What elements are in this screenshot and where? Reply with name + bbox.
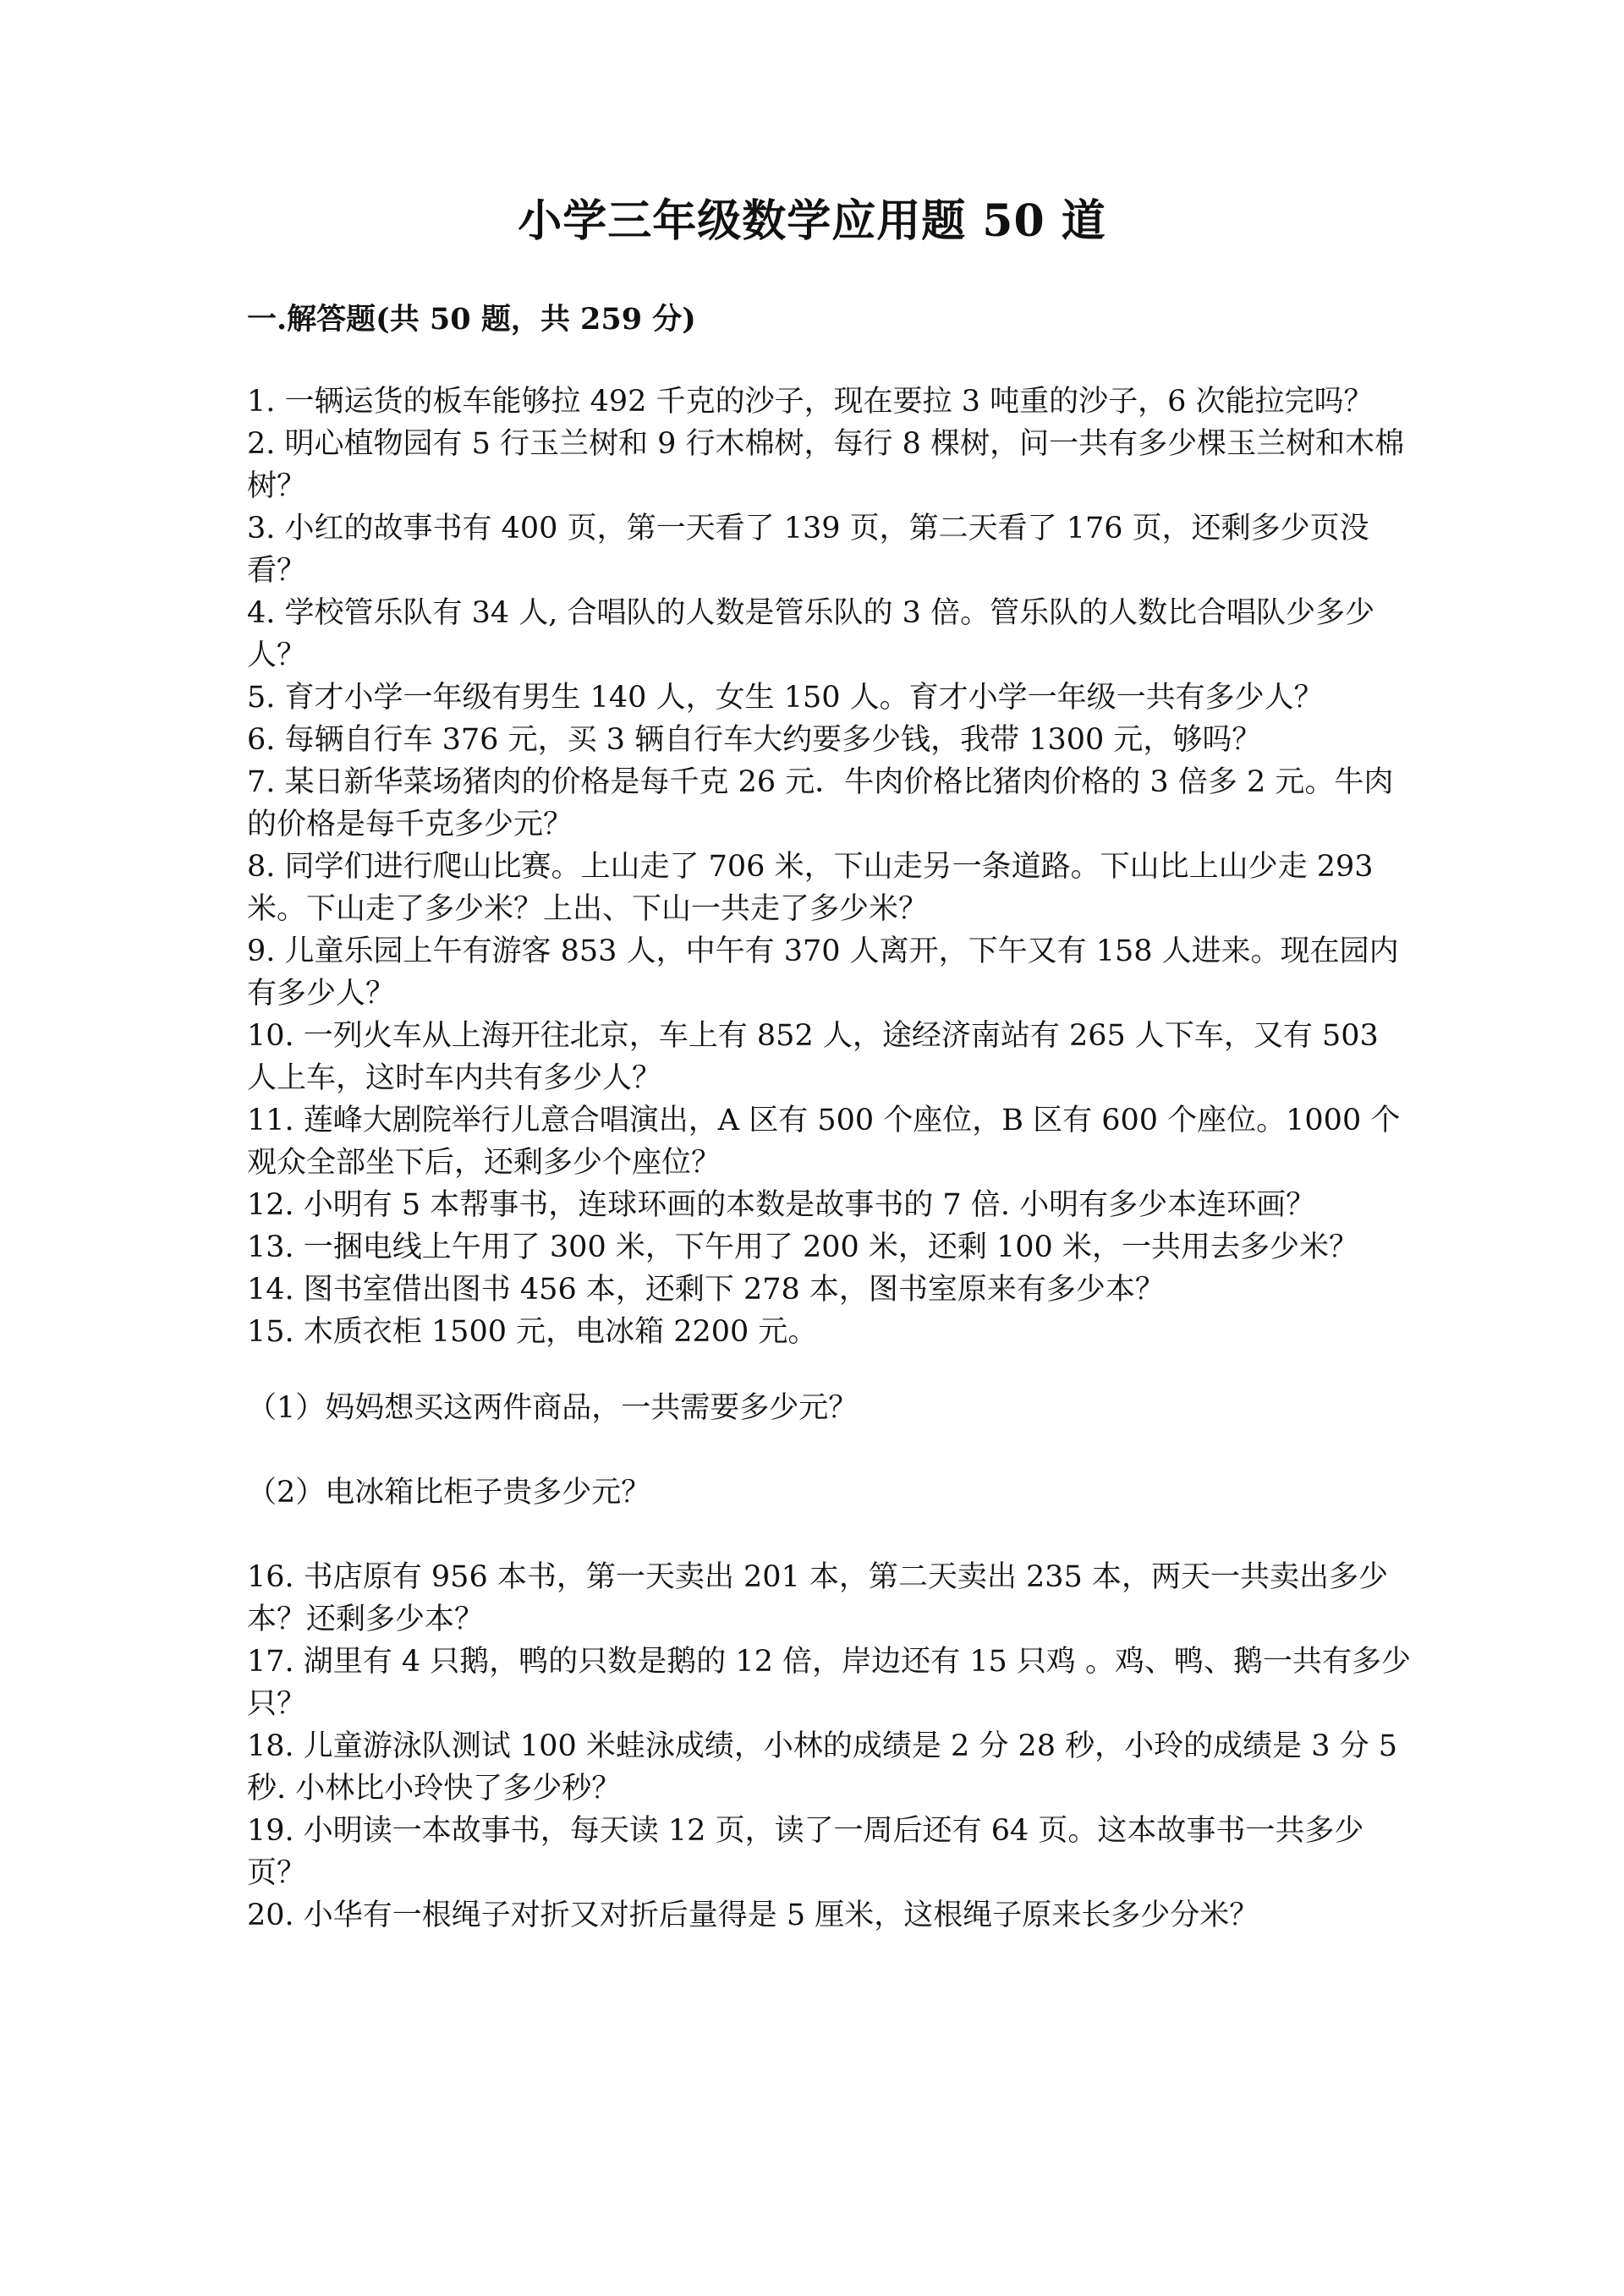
section-heading: 一.解答题(共 50 题，共 259 分) [247, 302, 696, 337]
sub-question: （1）妈妈想买这两件商品，一共需要多少元？ [247, 1391, 859, 1425]
question-item: 9. 儿童乐园上午有游客 853 人，中午有 370 人离开，下午又有 158 人进来。现在园内有多少人？ [247, 934, 1399, 1011]
question-item: 11. 莲峰大剧院举行儿意合唱演出，A 区有 500 个座位，B 区有 600 个座位。1000 个观众全部坐下后，还剩多少个座位？ [247, 1104, 1401, 1180]
question-item: 8. 同学们进行爬山比赛。上山走了 706 米，下山走另一条道路。下山比上山少走 293 米。下山走了多少米？上出、下山一共走了多少米？ [247, 850, 1374, 926]
question-item: 10. 一列火车从上海开往北京，车上有 852 人，途经济南站有 265 人下车，又有 503 人上车，这时车内共有多少人？ [247, 1019, 1379, 1095]
question-item: 7. 某日新华菜场猪肉的价格是每千克 26 元．牛肉价格比猪肉价格的 3 倍多 2 元。牛肉的价格是每千克多少元？ [247, 765, 1394, 841]
question-item: 2. 明心植物园有 5 行玉兰树和 9 行木棉树，每行 8 棵树，问一共有多少棵玉兰树和木棉树？ [247, 427, 1405, 503]
question-item: 6. 每辆自行车 376 元，买 3 辆自行车大约要多少钱，我带 1300 元，够吗？ [247, 723, 1262, 757]
question-item: 15. 木质衣柜 1500 元，电冰箱 2200 元。 [247, 1315, 818, 1349]
question-item: 12. 小明有 5 本帮事书，连球环画的本数是故事书的 7 倍. 小明有多少本连环画？ [247, 1188, 1316, 1222]
sub-question: （2）电冰箱比柜子贵多少元？ [247, 1476, 651, 1510]
page-title: 小学三年级数学应用题 50 道 [518, 195, 1106, 247]
question-item: 1. 一辆运货的板车能够拉 492 千克的沙子，现在要拉 3 吨重的沙子，6 次能拉完吗？ [247, 385, 1374, 419]
question-item: 16. 书店原有 956 本书，第一天卖出 201 本，第二天卖出 235 本，两天一共卖出多少本？还剩多少本？ [247, 1560, 1388, 1636]
question-item: 18. 儿童游泳队测试 100 米蛙泳成绩，小林的成绩是 2 分 28 秒，小玲的成绩是 3 分 5 秒. 小林比小玲快了多少秒？ [247, 1729, 1398, 1806]
question-item: 13. 一捆电线上午用了 300 米，下午用了 200 米，还剩 100 米，一共用去多少米？ [247, 1230, 1358, 1264]
question-item: 19. 小明读一本故事书，每天读 12 页，读了一周后还有 64 页。这本故事书一共多少页？ [247, 1814, 1364, 1890]
question-list [247, 381, 1414, 1937]
question-item: 4. 学校管乐队有 34 人, 合唱队的人数是管乐队的 3 倍。管乐队的人数比合唱队少多少人？ [247, 596, 1375, 672]
question-item: 20. 小华有一根绳子对折又对折后量得是 5 厘米，这根绳子原来长多少分米？ [247, 1899, 1259, 1932]
question-item: 3. 小红的故事书有 400 页，第一天看了 139 页，第二天看了 176 页，还剩多少页没看？ [247, 512, 1369, 588]
question-item: 14. 图书室借出图书 456 本，还剩下 278 本，图书室原来有多少本？ [247, 1273, 1165, 1307]
question-item: 5. 育才小学一年级有男生 140 人，女生 150 人。育才小学一年级一共有多少人？ [247, 681, 1324, 715]
question-item: 17. 湖里有 4 只鹅，鸭的只数是鹅的 12 倍，岸边还有 15 只鸡 。鸡、鸭、鹅一共有多少只？ [247, 1645, 1412, 1721]
